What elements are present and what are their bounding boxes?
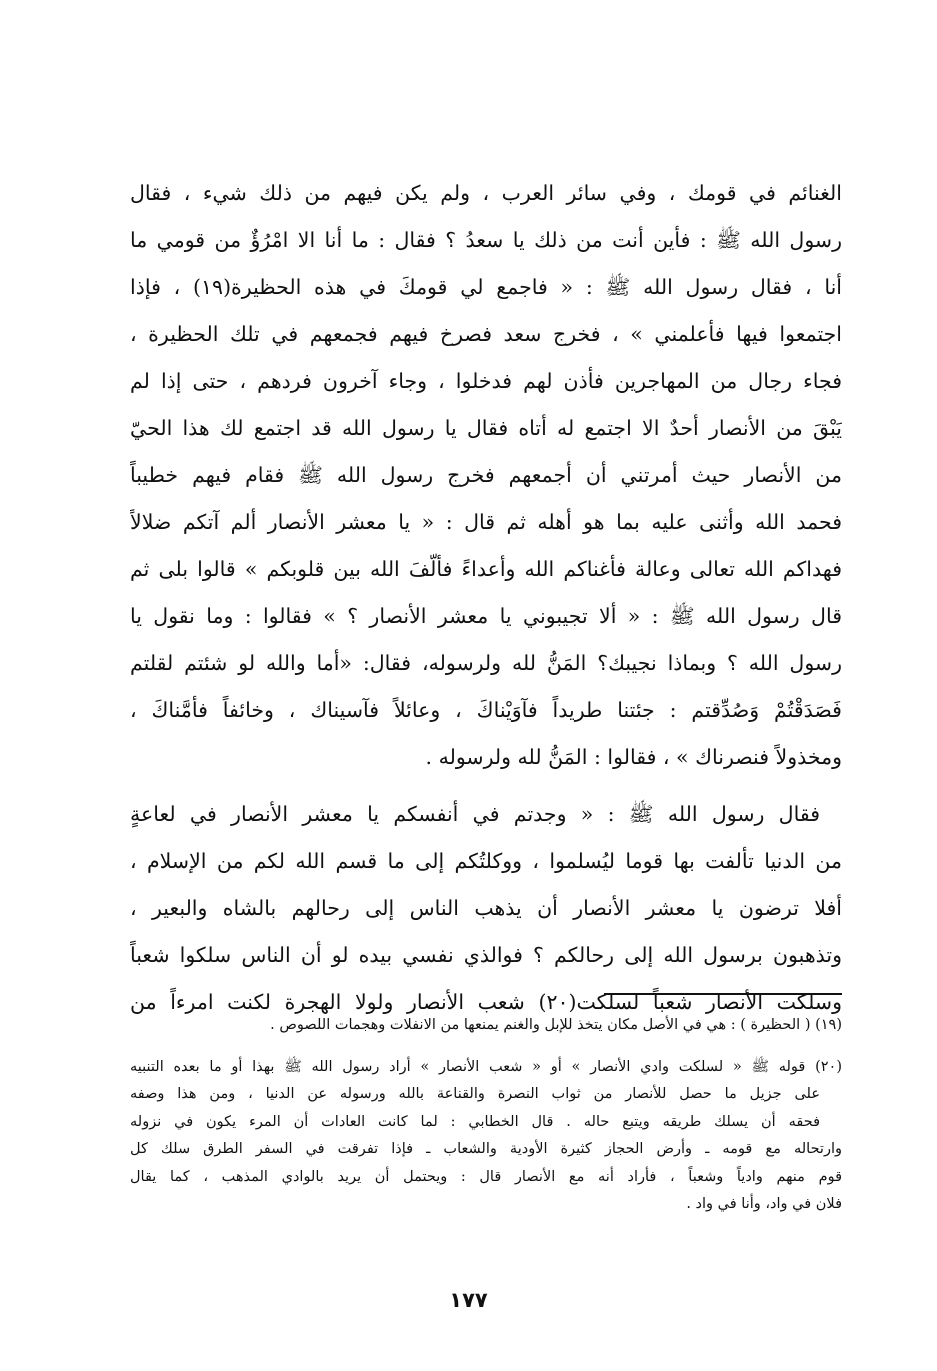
text-line: رسول الله ؟ وبماذا نجيبك؟ المَنُّ لله ولرسوله، فقال: «أما والله لو شئتم لقلتم xyxy=(130,651,842,675)
footnote-line: (١٩) ( الحظيرة ) : هي في الأصل مكان يتخذ للإبل والغنم يمنعها من الانفلات وهجمات اللصوص . xyxy=(270,1017,842,1033)
footnote-line: (٢٠) قوله ﷺ « لسلكت وادي الأنصار » أو « شعب الأنصار » أراد رسول الله ﷺ بهذا أو ما بعده التنبيه xyxy=(130,1058,842,1075)
paragraph-1 xyxy=(130,170,842,781)
text-line: ومخذولاً فنصرناك » ، فقالوا : المَنُّ لله ولرسوله . xyxy=(425,745,842,769)
footnote-line: على جزيل ما حصل للأنصار من ثواب النصرة والقناعة بالله ورسوله عن الدنيا ، ومن هذا وصفه xyxy=(130,1086,820,1102)
text-line: قال رسول الله ﷺ : « ألا تجيبوني يا معشر الأنصار ؟ » فقالوا : وما نقول يا xyxy=(130,604,842,628)
text-line: فجاء رجال من المهاجرين فأذن لهم فدخلوا ، وجاء آخرون فردهم ، حتى إذا لم xyxy=(130,369,842,393)
footnote-line: فلان في واد، وأنا في واد . xyxy=(686,1196,842,1212)
text-line: اجتمعوا فيها فأعلمني » ، فخرج سعد فصرخ فيهم فجمعهم في تلك الحظيرة ، xyxy=(130,322,842,346)
main-text xyxy=(130,170,842,1014)
text-line: يَبْقَ من الأنصار أحدٌ الا اجتمع له أتاه فقال يا رسول الله قد اجتمع لك هذا الحيّ xyxy=(130,416,842,440)
text-line: فحمد الله وأثنى عليه بما هو أهله ثم قال : « يا معشر الأنصار ألم آتكم ضلالاً xyxy=(130,510,842,534)
text-line: الغنائم في قومك ، وفي سائر العرب ، ولم يكن فيهم من ذلك شيء ، فقال xyxy=(130,181,842,205)
footnote-20 xyxy=(130,1054,842,1219)
footnote-line: قوم منهم وادياً وشعباً ، فأراد أنه مع الأنصار قال : ويحتمل أن يريد بالوادي المذهب ، كما يقال xyxy=(130,1168,842,1185)
text-line: فهداكم الله تعالى وعالة فأغناكم الله وأعداءً فألّفَ الله بين قلوبكم » قالوا بلى ثم xyxy=(130,557,842,581)
text-line: وسلكت الأنصار شعباً لسلكت(٢٠) شعب الأنصار ولولا الهجرة لكنت امرءاً من xyxy=(130,990,842,1014)
footnote-line: فحقه أن يسلك طريقه ويتبع حاله . قال الخطابي : لما كانت العادات أن المرء يكون في نزوله xyxy=(130,1113,820,1130)
text-line: من الأنصار حيث أمرتني أن أجمعهم فخرج رسول الله ﷺ فقام فيهم خطيباً xyxy=(130,463,842,487)
text-line: فقال رسول الله ﷺ : « وجدتم في أنفسكم يا معشر الأنصار في لعاعةٍ xyxy=(130,802,820,826)
footnote-gap xyxy=(130,1040,842,1054)
text-line: فَصَدَقْتُمْ وَصُدِّقتم : جئتنا طريداً فآوَيْناكَ ، وعائلاً فآسيناك ، وخائفاً فأمَّناكَ ، xyxy=(130,698,842,722)
footnotes xyxy=(130,1012,842,1219)
text-line: وتذهبون برسول الله إلى رحالكم ؟ فوالذي نفسي بيده لو أن الناس سلكوا شعباً xyxy=(130,943,842,967)
text-line: أفلا ترضون يا معشر الأنصار أن يذهب الناس إلى رحالهم بالشاه والبعير ، xyxy=(130,896,842,920)
paragraph-2 xyxy=(130,791,842,1026)
text-line: رسول الله ﷺ : فأين أنت من ذلك يا سعدُ ؟ فقال : ما أنا الا امْرُؤٌ من قومي ما xyxy=(130,228,842,252)
text-line: من الدنيا تألفت بها قوما ليُسلموا ، ووكلتُكم إلى ما قسم الله لكم من الإسلام ، xyxy=(130,849,842,873)
text-line: أنا ، فقال رسول الله ﷺ : « فاجمع لي قومكَ في هذه الحظيرة(١٩) ، فإذا xyxy=(130,275,842,299)
paragraph-gap xyxy=(130,781,842,791)
page-number: ١٧٧ xyxy=(449,1288,488,1312)
footnote-19 xyxy=(130,1012,842,1040)
footnote-line: وارتحاله مع قومه ـ وأرض الحجاز كثيرة الأودية والشعاب ـ فإذا تفرقت في السفر الطرق سلك كل xyxy=(130,1141,842,1157)
footnote-separator xyxy=(604,993,842,995)
